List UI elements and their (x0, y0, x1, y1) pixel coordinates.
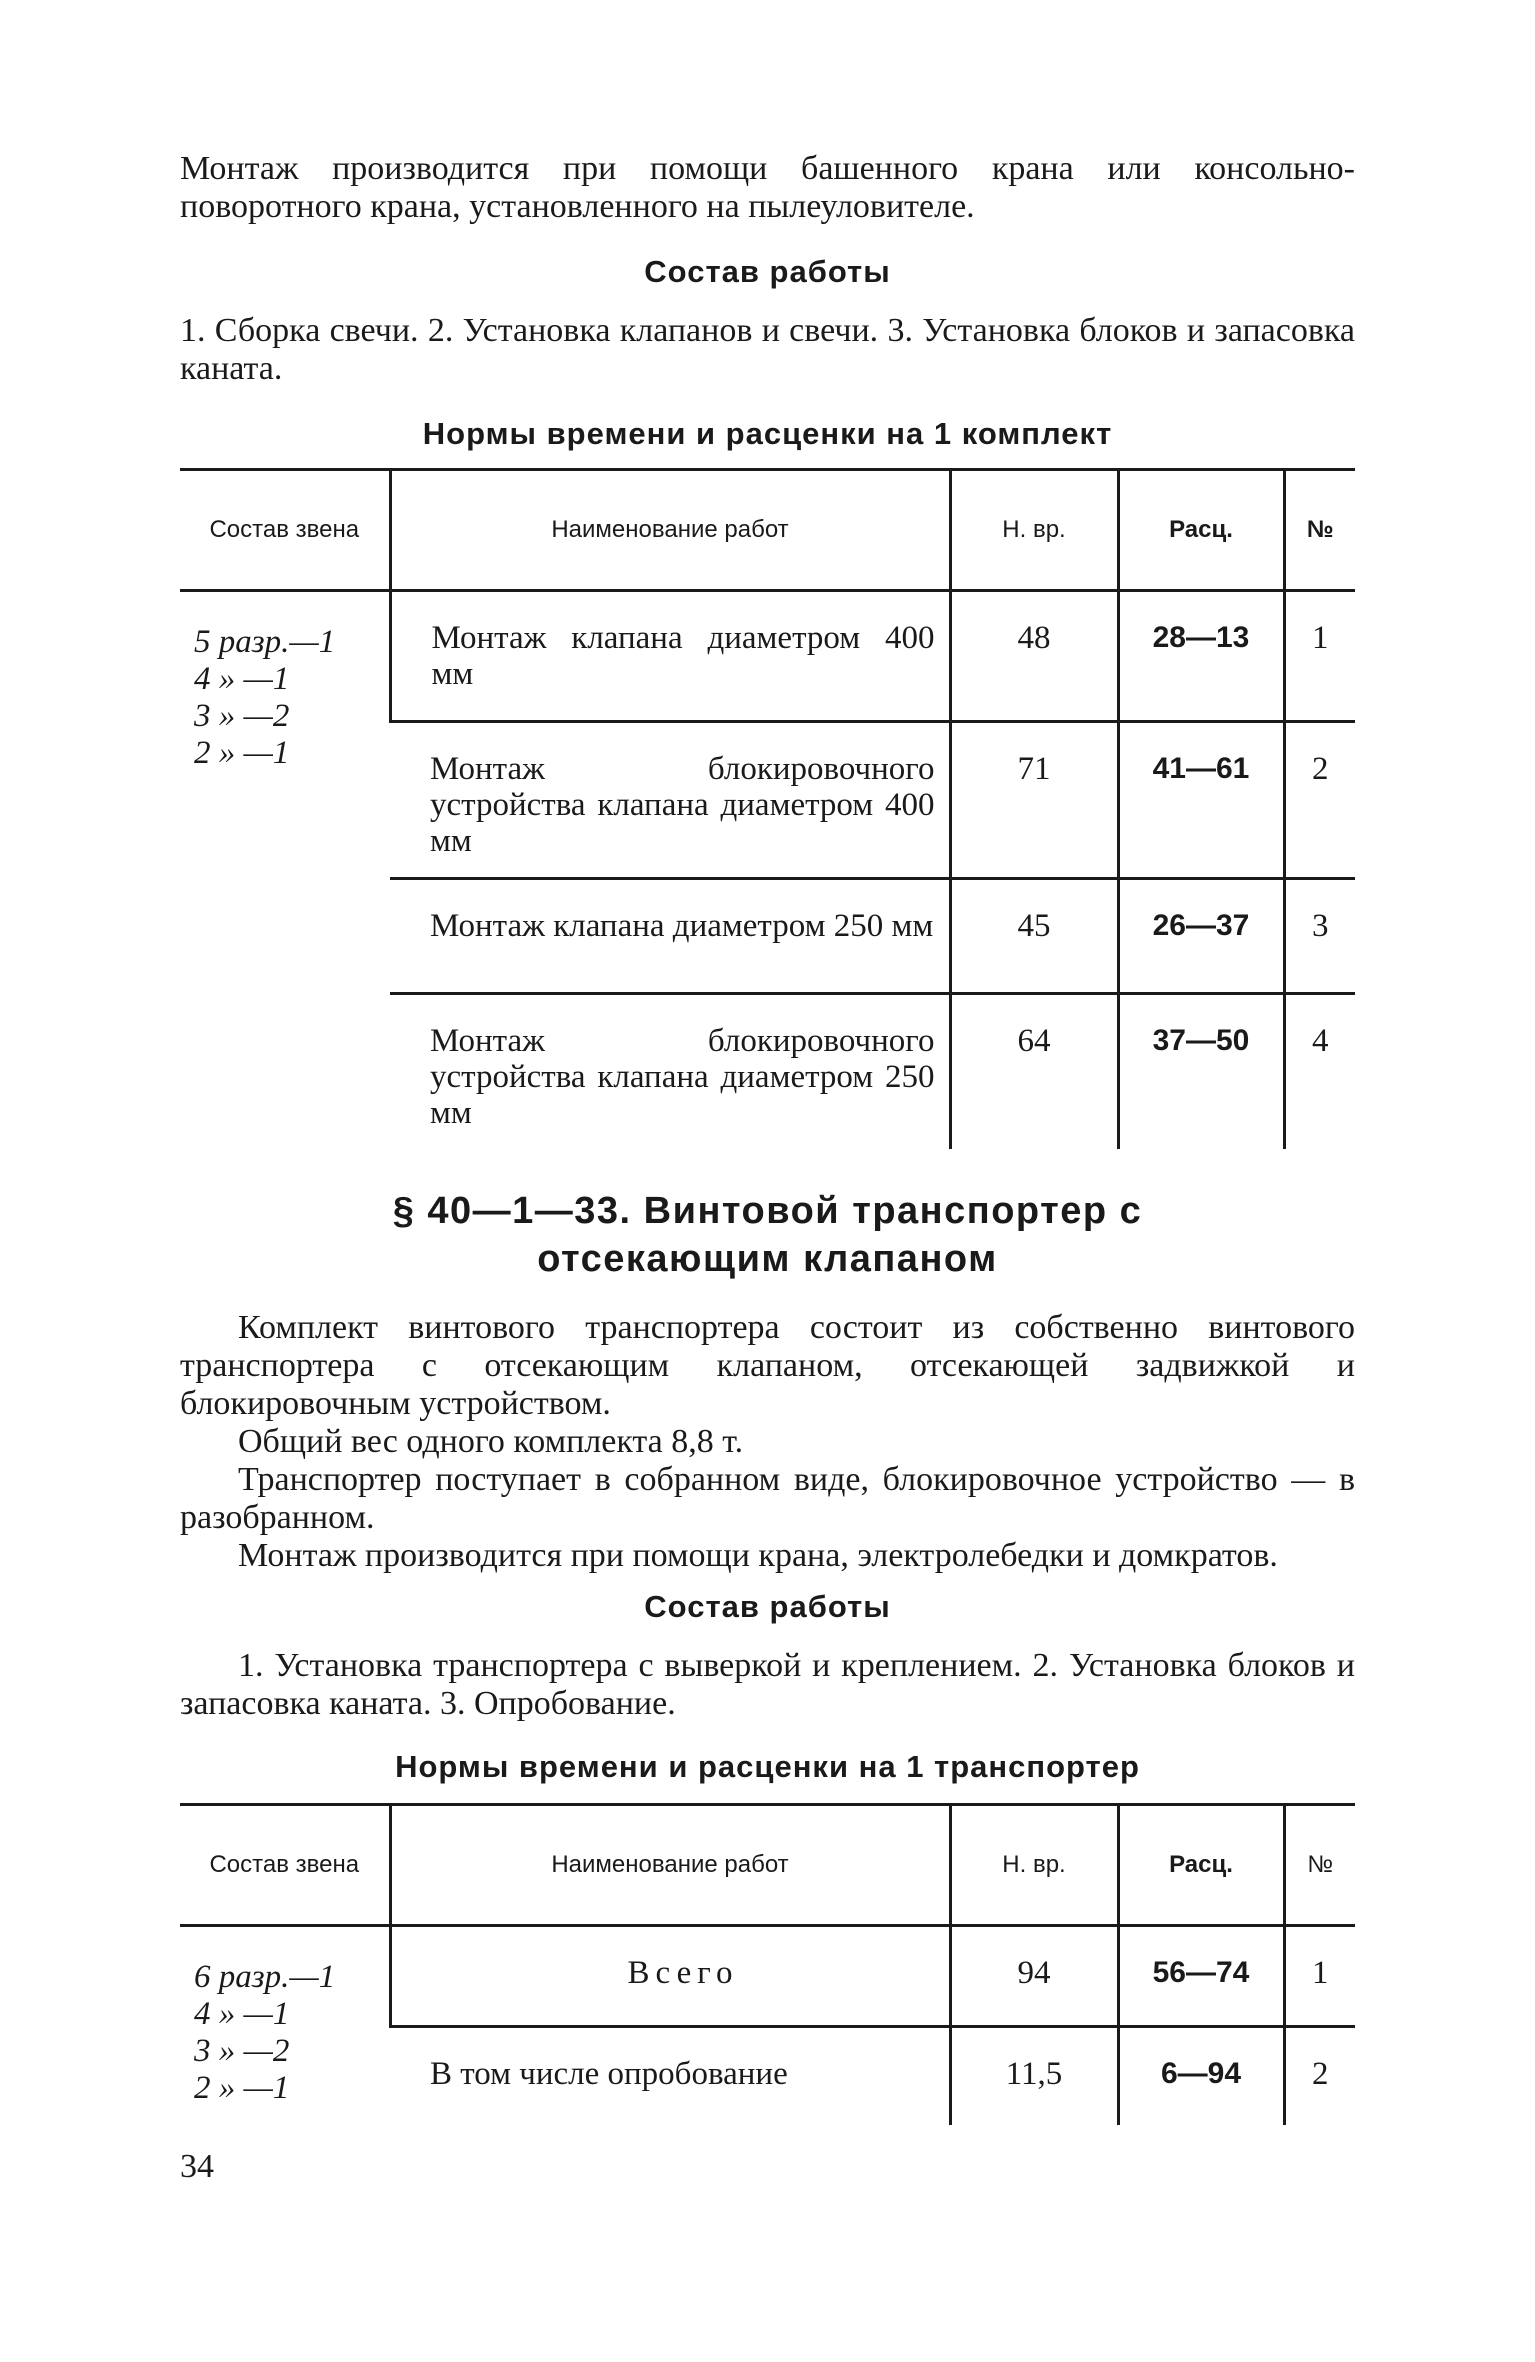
header-crew: Состав звена (180, 1805, 390, 1926)
norms-table-transporter (180, 1803, 1355, 2125)
rate: 6—94 (1118, 2026, 1284, 2125)
work-composition-heading: Состав работы (644, 254, 891, 289)
work-name: Монтаж блокировочного устройства клапана диаметром 250 мм (390, 994, 950, 1150)
header-no: № (1284, 1805, 1355, 1926)
time-norm: 94 (950, 1926, 1118, 2027)
time-norm: 48 (950, 591, 1118, 722)
header-norm: Н. вр. (950, 1805, 1118, 1926)
header-rate: Расц. (1118, 1805, 1284, 1926)
work-name: Монтаж клапана диаметром 400 мм (390, 591, 950, 722)
header-rate: Расц. (1118, 470, 1284, 591)
row-number: 3 (1284, 879, 1355, 994)
row-number: 1 (1284, 591, 1355, 722)
header-work: Наименование работ (390, 1805, 950, 1926)
header-norm: Н. вр. (950, 470, 1118, 591)
crew-line: 2 » —1 (194, 735, 290, 771)
crew-line: 3 » —2 (194, 698, 290, 734)
table-caption: Нормы времени и расценки на 1 комплект (422, 416, 1113, 451)
work-composition-heading: Состав работы (644, 1589, 891, 1624)
table-row (180, 591, 1355, 722)
crew-line: 4 » —1 (194, 1996, 290, 2032)
row-number: 2 (1284, 2026, 1355, 2125)
rate: 28—13 (1118, 591, 1284, 722)
work-name: Всего (390, 1926, 950, 2027)
time-norm: 71 (950, 722, 1118, 879)
crew-line: 4 » —1 (194, 661, 290, 697)
crew-line: 3 » —2 (194, 2033, 290, 2069)
norms-table-valves (180, 468, 1355, 1149)
crew-composition (180, 591, 390, 1150)
time-norm: 45 (950, 879, 1118, 994)
section-paragraph: Монтаж производится при помощи крана, электролебедки и домкратов. (238, 1537, 1278, 1574)
rate: 56—74 (1118, 1926, 1284, 2027)
work-composition-text: 1. Установка транспортера с выверкой и креплением. 2. Установка блоков и запасовка каната. 3. Опробование. (180, 1647, 1355, 1722)
rate: 37—50 (1118, 994, 1284, 1150)
crew-composition (180, 1926, 390, 2126)
row-number: 1 (1284, 1926, 1355, 2027)
crew-line: 2 » —1 (194, 2070, 290, 2106)
header-no: № (1284, 470, 1355, 591)
rate: 41—61 (1118, 722, 1284, 879)
work-name: Монтаж клапана диаметром 250 мм (390, 879, 950, 994)
section-title: § 40—1—33. Винтовой транспортер с отсекающим клапаном (392, 1190, 1143, 1280)
section-paragraph: Транспортер поступает в собранном виде, блокировочное устройство — в разобранном. (180, 1461, 1355, 1536)
crew-line: 5 разр.—1 (194, 624, 336, 660)
intro-paragraph: Монтаж производится при помощи башенного крана или консольно-поворотного крана, установленного на пылеуловителе. (180, 150, 1355, 225)
table-caption: Нормы времени и расценки на 1 транспортер (395, 1749, 1140, 1784)
table-row (180, 1926, 1355, 2027)
row-number: 4 (1284, 994, 1355, 1150)
row-number: 2 (1284, 722, 1355, 879)
crew-line: 6 разр.—1 (194, 1959, 336, 1995)
time-norm: 64 (950, 994, 1118, 1150)
page-number: 34 (180, 2148, 214, 2185)
section-paragraph: Общий вес одного комплекта 8,8 т. (238, 1423, 744, 1460)
page-content (180, 150, 1355, 2125)
work-name: Монтаж блокировочного устройства клапана диаметром 400 мм (390, 722, 950, 879)
header-crew: Состав звена (180, 470, 390, 591)
header-work: Наименование работ (390, 470, 950, 591)
work-name: В том числе опробование (390, 2026, 950, 2125)
work-composition-text: 1. Сборка свечи. 2. Установка клапанов и свечи. 3. Установка блоков и запасовка каната. (180, 312, 1355, 387)
rate: 26—37 (1118, 879, 1284, 994)
time-norm: 11,5 (950, 2026, 1118, 2125)
section-paragraph: Комплект винтового транспортера состоит из собственно винтового транспортера с отсекающим клапаном, отсекающей задвижкой и блокировочным устройством. (180, 1309, 1355, 1422)
